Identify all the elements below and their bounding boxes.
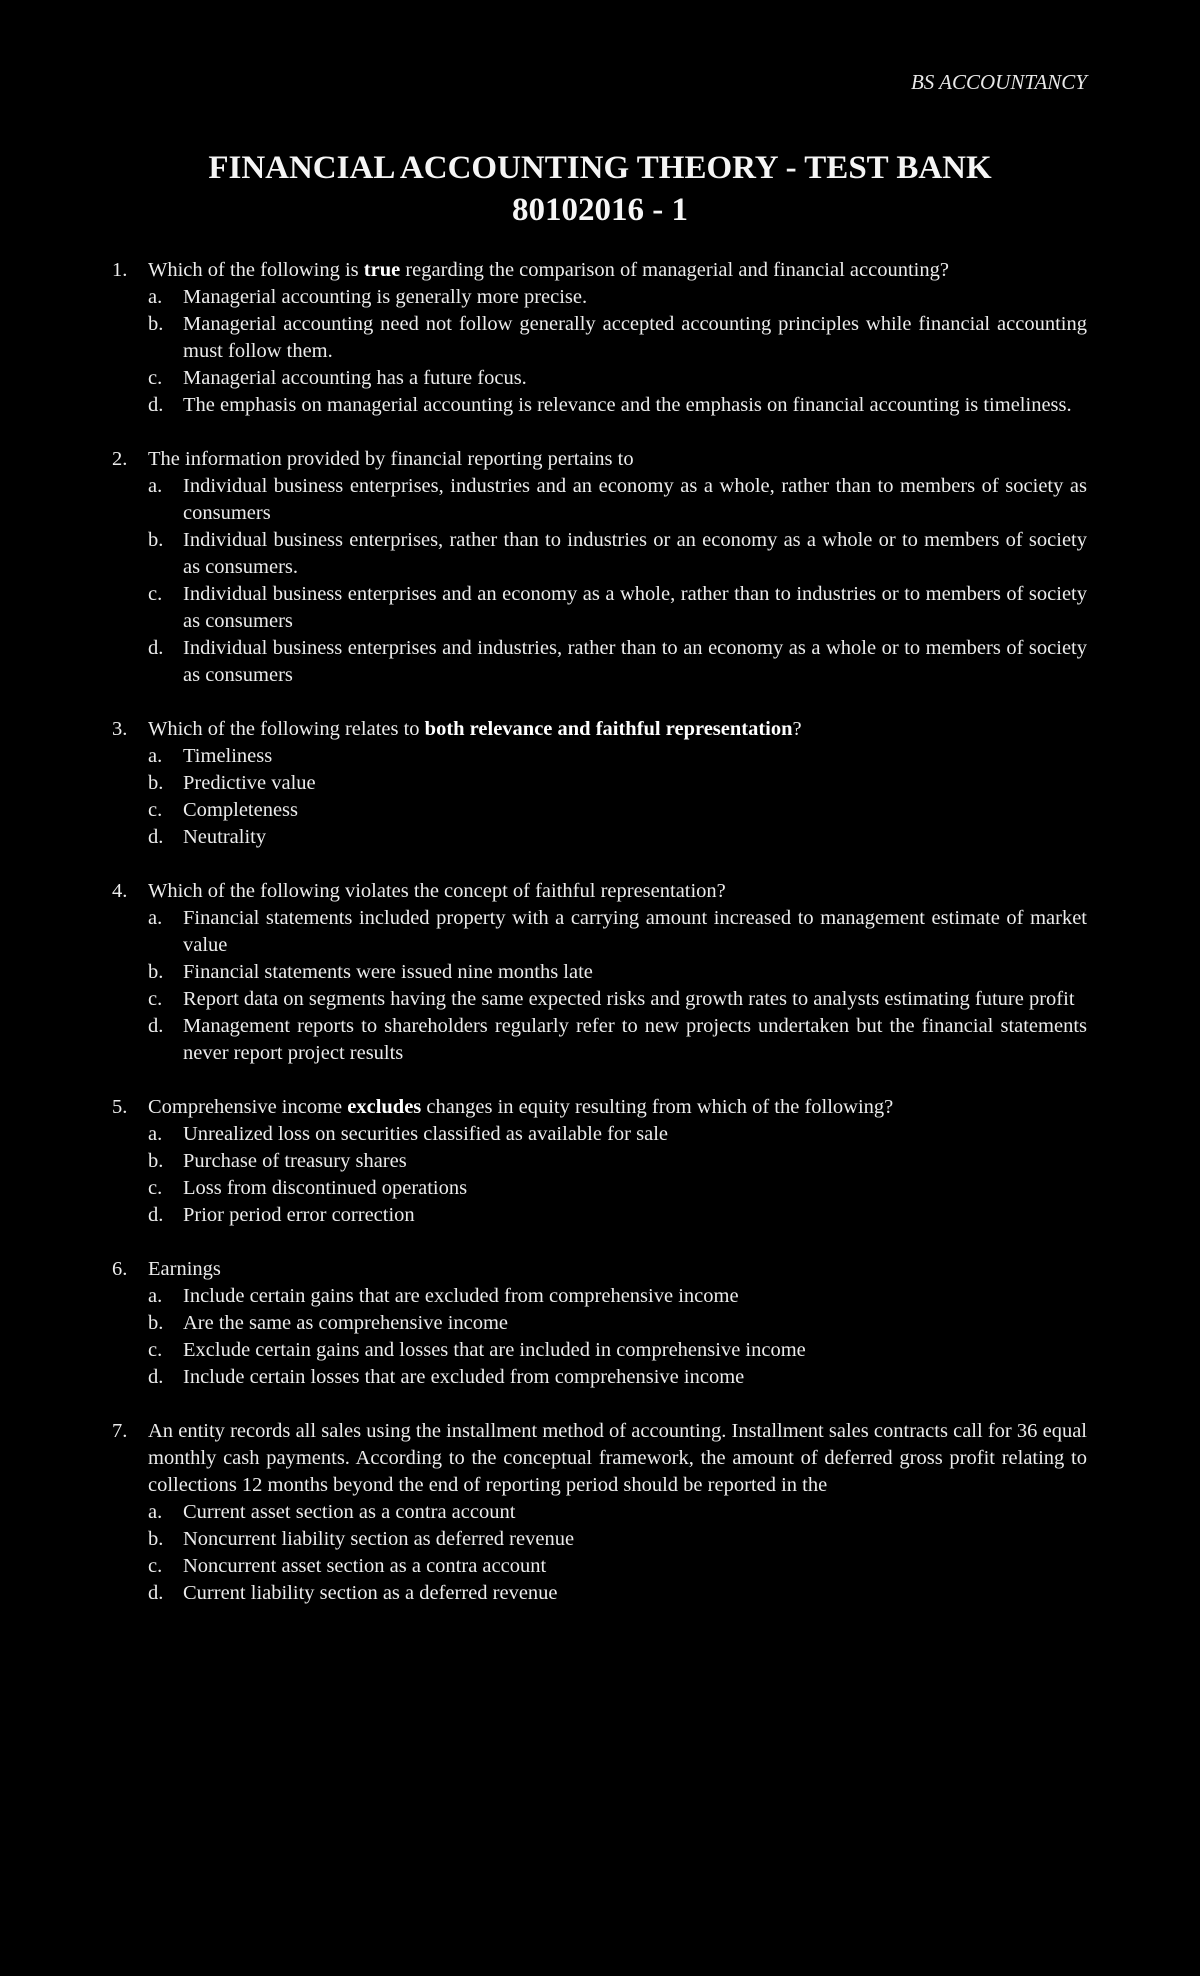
question-text-tail: changes in equity resulting from which of the following? — [421, 1096, 894, 1118]
question-text-lead: An entity records all sales using the installment method of accounting. Installment sales contracts call for 36 equal monthly cash payments. According to the conceptual framework, the amount of deferred gross profit relating to collections 12 months beyond the end of reporting period should be reported in the — [148, 1420, 1087, 1496]
question-text-lead: Which of the following relates to — [148, 718, 425, 740]
question-text-lead: Which of the following violates the concept of faithful representation? — [148, 880, 726, 902]
choice-item — [148, 527, 1087, 581]
choice-item — [148, 797, 1087, 824]
choice-item — [148, 1526, 1087, 1553]
choice-text: Individual business enterprises, industries and an economy as a whole, rather than to members of society as consumers — [183, 475, 1087, 524]
question-text — [148, 878, 1087, 905]
choice-letter: c. — [148, 988, 163, 1010]
choice-letter: d. — [148, 637, 164, 659]
question-emphasis: both relevance and faithful representation — [424, 718, 793, 740]
choice-letter: b. — [148, 1528, 164, 1550]
question-stem — [112, 1094, 1087, 1121]
choice-list — [148, 1283, 1087, 1391]
choice-text: Managerial accounting need not follow generally accepted accounting principles while financial accounting must follow them. — [183, 313, 1087, 362]
question-text — [148, 1256, 1087, 1283]
choice-text: Current asset section as a contra account — [183, 1501, 516, 1523]
question-text-lead: Earnings — [148, 1258, 221, 1280]
choice-text: Individual business enterprises and industries, rather than to an economy as a whole or to members of society as consumers — [183, 637, 1087, 686]
question-number: 6. — [112, 1258, 128, 1280]
question-number: 4. — [112, 880, 128, 902]
choice-item — [148, 1283, 1087, 1310]
choice-item — [148, 743, 1087, 770]
choice-text: Financial statements were issued nine months late — [183, 961, 593, 983]
question-emphasis: true — [363, 259, 401, 281]
choice-text: Unrealized loss on securities classified as available for sale — [183, 1123, 668, 1145]
choice-list — [148, 905, 1087, 1067]
question-number: 3. — [112, 718, 128, 740]
question-text — [148, 716, 1087, 743]
choice-text: Managerial accounting has a future focus. — [183, 367, 527, 389]
choice-letter: c. — [148, 1555, 163, 1577]
choice-item — [148, 1364, 1087, 1391]
choice-item — [148, 1499, 1087, 1526]
choice-letter: a. — [148, 475, 163, 497]
question-stem — [112, 1256, 1087, 1283]
choice-letter: c. — [148, 799, 163, 821]
question-number: 7. — [112, 1420, 128, 1442]
choice-text: Financial statements included property with a carrying amount increased to management estimate of market value — [183, 907, 1087, 956]
choice-letter: c. — [148, 1177, 163, 1199]
choice-item — [148, 1310, 1087, 1337]
question-item — [112, 716, 1087, 851]
choice-letter: b. — [148, 772, 164, 794]
choice-item — [148, 1553, 1087, 1580]
question-text-lead: Which of the following is — [148, 259, 364, 281]
choice-text: Exclude certain gains and losses that are included in comprehensive income — [183, 1339, 806, 1361]
question-stem — [112, 1418, 1087, 1499]
choice-letter: a. — [148, 745, 163, 767]
choice-item — [148, 392, 1087, 419]
choice-item — [148, 1202, 1087, 1229]
choice-letter: a. — [148, 907, 163, 929]
question-item — [112, 878, 1087, 1067]
choice-letter: d. — [148, 1204, 164, 1226]
question-stem — [112, 446, 1087, 473]
choice-text: Include certain losses that are excluded from comprehensive income — [183, 1366, 745, 1388]
question-list — [112, 257, 1087, 1634]
choice-text: Report data on segments having the same expected risks and growth rates to analysts estimating future profit — [183, 988, 1075, 1010]
choice-item — [148, 905, 1087, 959]
question-text-lead: The information provided by financial reporting pertains to — [148, 448, 634, 470]
choice-item — [148, 311, 1087, 365]
choice-list — [148, 284, 1087, 419]
choice-letter: c. — [148, 583, 163, 605]
choice-item — [148, 959, 1087, 986]
choice-item — [148, 770, 1087, 797]
choice-text: Neutrality — [183, 826, 267, 848]
choice-letter: a. — [148, 1123, 163, 1145]
choice-letter: d. — [148, 826, 164, 848]
choice-text: Predictive value — [183, 772, 316, 794]
question-text-tail: regarding the comparison of managerial and financial accounting? — [400, 259, 949, 281]
choice-letter: d. — [148, 1366, 164, 1388]
choice-text: Current liability section as a deferred revenue — [183, 1582, 558, 1604]
choice-text: The emphasis on managerial accounting is relevance and the emphasis on financial accounting is timeliness. — [183, 394, 1072, 416]
question-text — [148, 1418, 1087, 1499]
question-stem — [112, 878, 1087, 905]
choice-text: Include certain gains that are excluded from comprehensive income — [183, 1285, 739, 1307]
choice-letter: a. — [148, 286, 163, 308]
question-item — [112, 1418, 1087, 1607]
choice-letter: d. — [148, 394, 164, 416]
choice-item — [148, 1148, 1087, 1175]
question-item — [112, 257, 1087, 419]
question-number: 2. — [112, 448, 128, 470]
question-emphasis: excludes — [347, 1096, 422, 1118]
choice-letter: d. — [148, 1015, 164, 1037]
choice-text: Managerial accounting is generally more precise. — [183, 286, 588, 308]
question-stem — [112, 716, 1087, 743]
choice-text: Prior period error correction — [183, 1204, 415, 1226]
choice-item — [148, 284, 1087, 311]
choice-text: Noncurrent liability section as deferred revenue — [183, 1528, 575, 1550]
choice-list — [148, 743, 1087, 851]
choice-item — [148, 986, 1087, 1013]
question-number: 5. — [112, 1096, 128, 1118]
page-title — [0, 147, 1200, 231]
title-line-1: FINANCIAL ACCOUNTING THEORY - TEST BANK — [208, 150, 992, 186]
choice-text: Purchase of treasury shares — [183, 1150, 407, 1172]
question-item — [112, 1256, 1087, 1391]
choice-list — [148, 473, 1087, 689]
choice-letter: a. — [148, 1501, 163, 1523]
choice-letter: c. — [148, 367, 163, 389]
choice-item — [148, 824, 1087, 851]
choice-text: Individual business enterprises, rather than to industries or an economy as a whole or to members of society as consumers. — [183, 529, 1087, 578]
question-text-lead: Comprehensive income — [148, 1096, 348, 1118]
choice-item — [148, 1337, 1087, 1364]
question-text — [148, 257, 1087, 284]
question-stem — [112, 257, 1087, 284]
question-item — [112, 446, 1087, 689]
choice-letter: b. — [148, 961, 164, 983]
choice-item — [148, 473, 1087, 527]
choice-text: Management reports to shareholders regularly refer to new projects undertaken but the financial statements never report project results — [183, 1015, 1087, 1064]
choice-letter: b. — [148, 1150, 164, 1172]
choice-item — [148, 1580, 1087, 1607]
choice-item — [148, 1121, 1087, 1148]
choice-letter: c. — [148, 1339, 163, 1361]
choice-letter: b. — [148, 529, 164, 551]
choice-letter: a. — [148, 1285, 163, 1307]
course-label: BS ACCOUNTANCY — [910, 70, 1087, 94]
question-number: 1. — [112, 259, 128, 281]
title-line-2: 80102016 - 1 — [512, 192, 688, 228]
choice-text: Loss from discontinued operations — [183, 1177, 468, 1199]
choice-item — [148, 1013, 1087, 1067]
question-item — [112, 1094, 1087, 1229]
question-text-tail: ? — [792, 718, 802, 740]
choice-letter: d. — [148, 1582, 164, 1604]
choice-text: Individual business enterprises and an economy as a whole, rather than to industries or to members of society as consumers — [183, 583, 1087, 632]
choice-list — [148, 1499, 1087, 1607]
choice-text: Noncurrent asset section as a contra account — [183, 1555, 547, 1577]
choice-letter: b. — [148, 1312, 164, 1334]
choice-item — [148, 1175, 1087, 1202]
choice-text: Are the same as comprehensive income — [183, 1312, 509, 1334]
question-text — [148, 1094, 1087, 1121]
choice-item — [148, 635, 1087, 689]
choice-item — [148, 581, 1087, 635]
choice-text: Completeness — [183, 799, 299, 821]
choice-list — [148, 1121, 1087, 1229]
question-text — [148, 446, 1087, 473]
choice-item — [148, 365, 1087, 392]
choice-letter: b. — [148, 313, 164, 335]
choice-text: Timeliness — [183, 745, 273, 767]
